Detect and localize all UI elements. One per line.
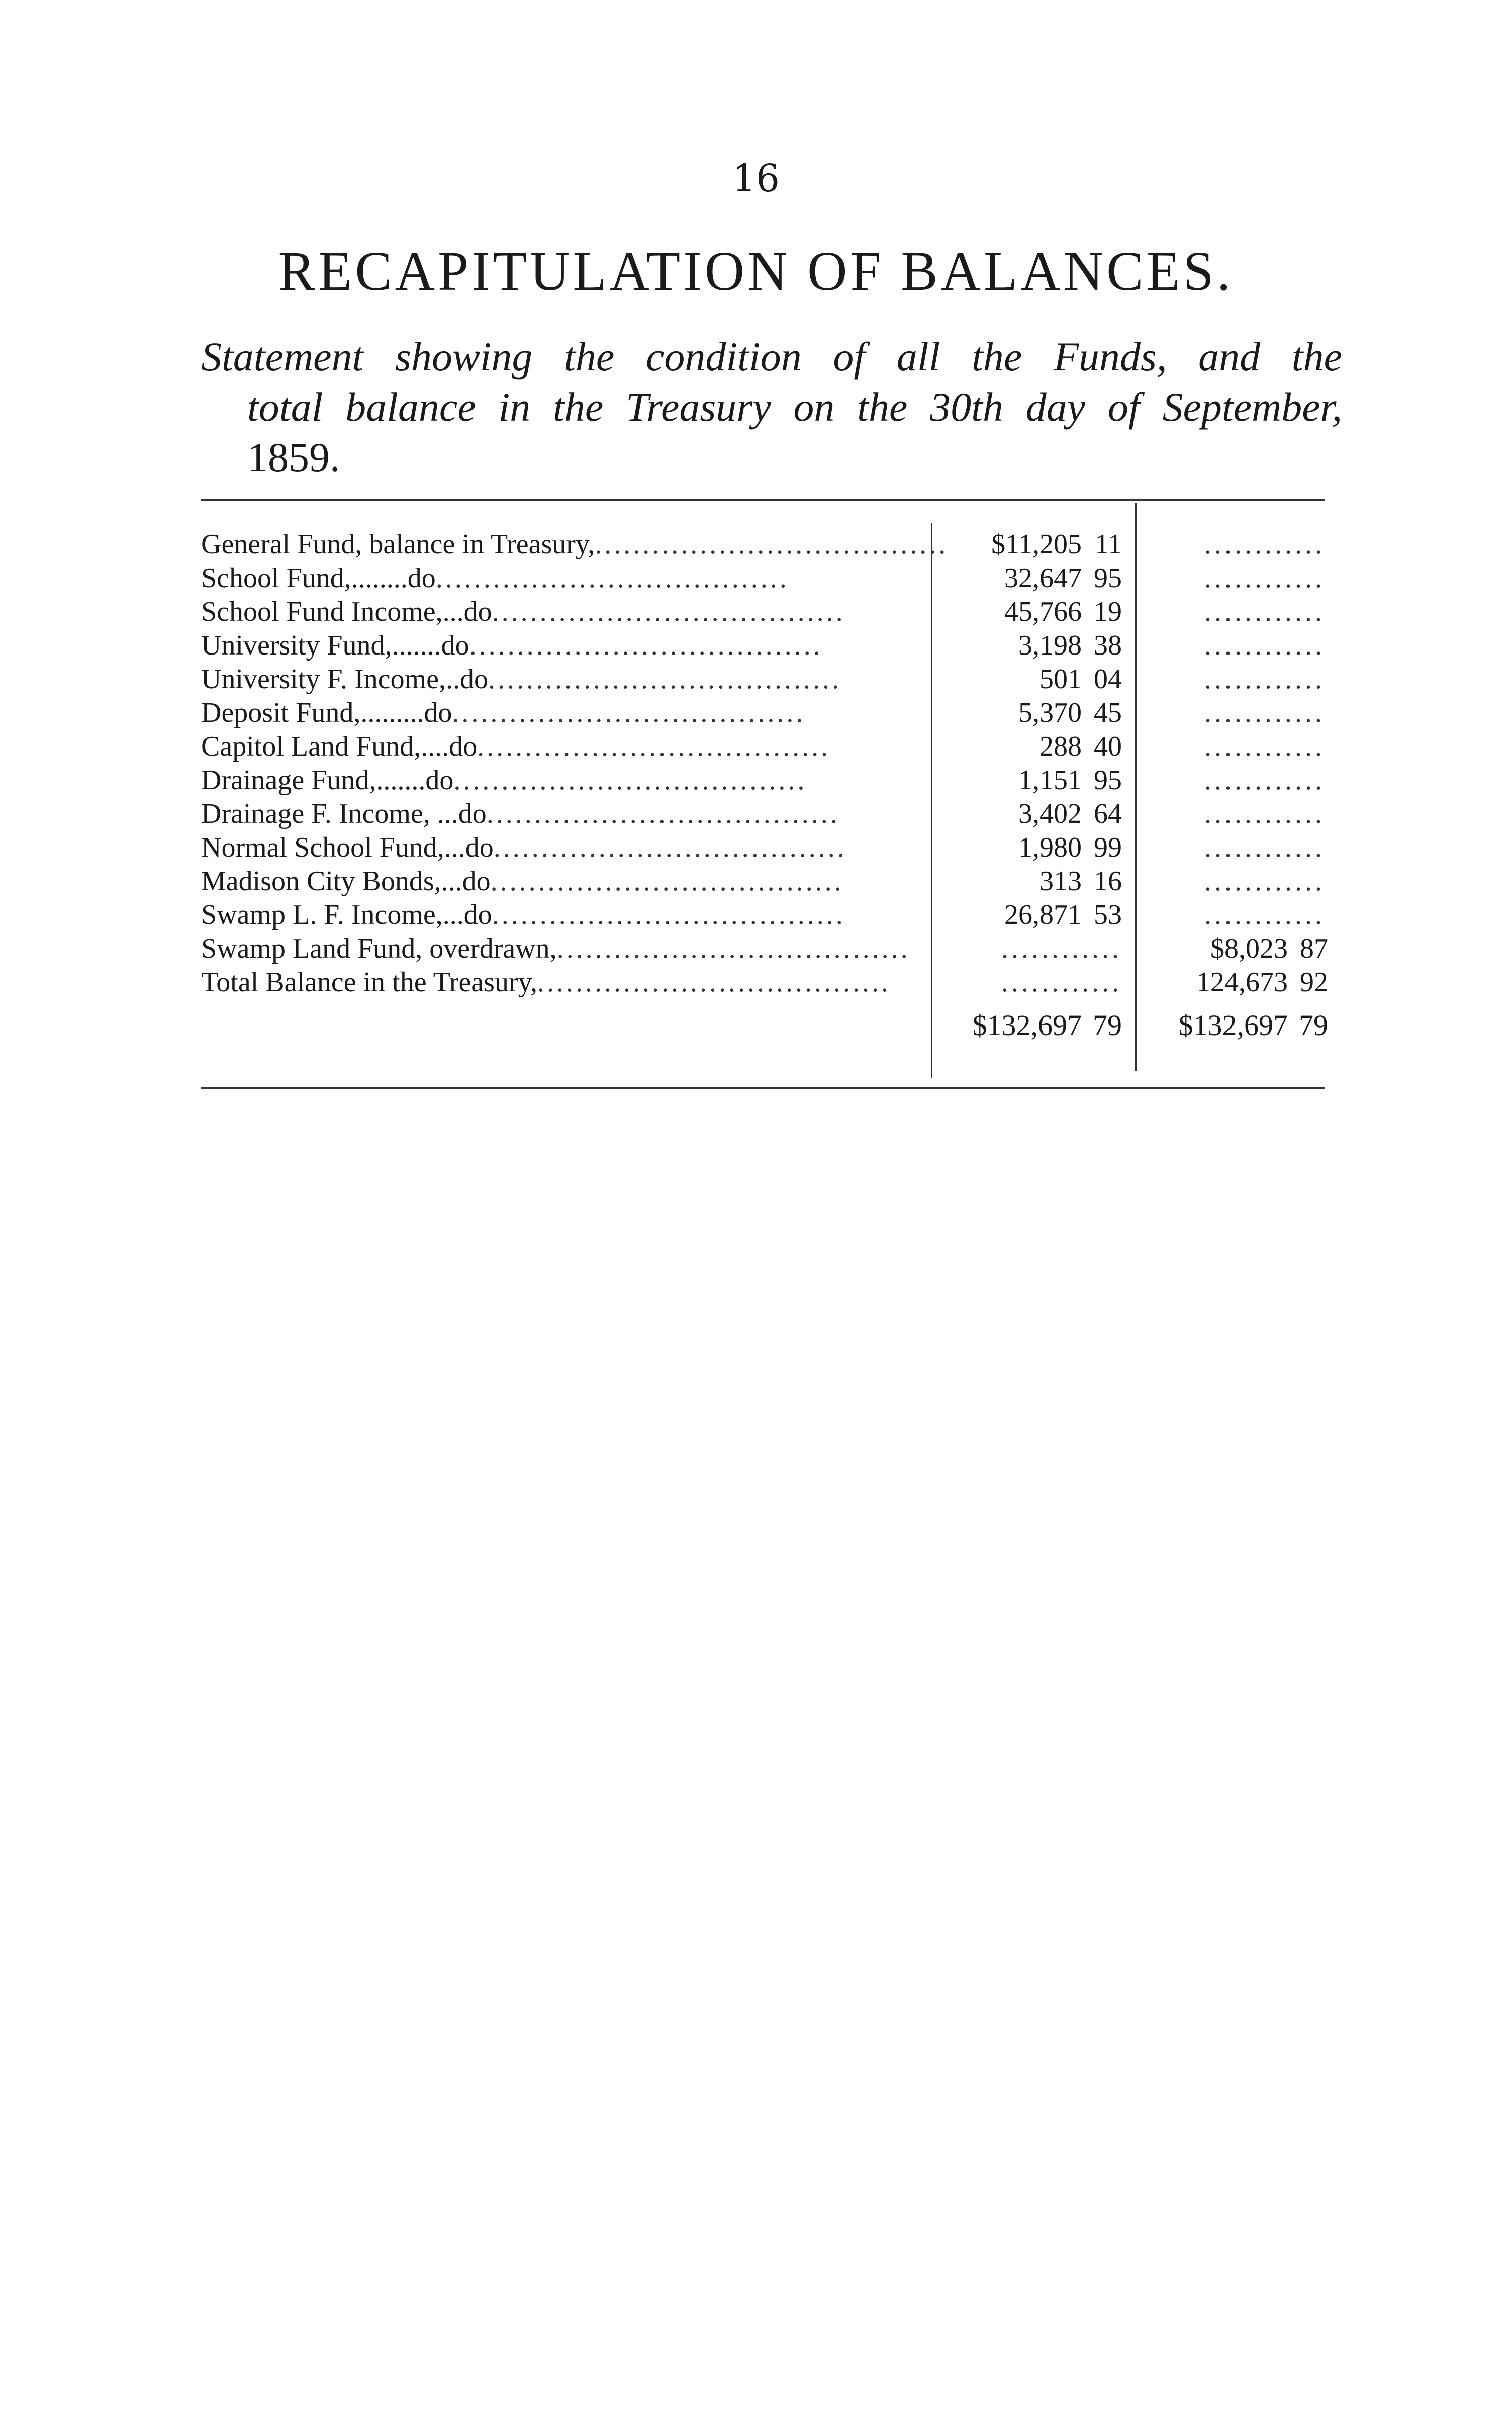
statement-line-2: total balance in the Treasury on the 30th day of September, xyxy=(247,384,1342,430)
row-col-a-cents: 11 xyxy=(1095,529,1122,560)
row-col-a xyxy=(936,932,1122,966)
row-label-text: Drainage F. Income, ...do xyxy=(201,798,487,829)
row-col-a-dollars: 32,647 xyxy=(1004,563,1082,594)
row-col-a-dollars: 1,151 xyxy=(1018,765,1082,796)
row-label-text: Total Balance in the Treasury, xyxy=(201,967,537,998)
row-col-a xyxy=(936,730,1122,764)
balances-table xyxy=(201,528,1328,999)
total-col-b-dollars: $132,697 xyxy=(1178,1009,1288,1042)
row-label xyxy=(201,831,925,865)
row-col-a-cents: 19 xyxy=(1094,596,1122,627)
table-row xyxy=(201,528,1325,562)
row-col-a-dollars: 1,980 xyxy=(1018,832,1082,863)
row-col-a-dollars: 26,871 xyxy=(1004,899,1082,930)
row-leader-dots: ..................................... xyxy=(435,563,789,594)
row-label xyxy=(201,932,925,966)
row-col-a-cents: 04 xyxy=(1094,664,1122,695)
row-col-b-cents: 92 xyxy=(1300,967,1328,998)
row-label xyxy=(201,629,925,663)
row-label-text: General Fund, balance in Treasury, xyxy=(201,529,595,560)
row-leader-dots: ..................................... xyxy=(537,967,891,998)
table-row xyxy=(201,831,1325,865)
row-col-a-dollars: 3,198 xyxy=(1018,630,1082,661)
row-col-a-dollars: 288 xyxy=(1040,731,1082,762)
row-col-b-empty-dots: ............ xyxy=(1204,563,1325,594)
table-row xyxy=(201,764,1325,797)
row-label xyxy=(201,528,949,562)
row-col-a-dollars: 313 xyxy=(1040,866,1082,897)
row-col-b-empty-dots: ............ xyxy=(1204,529,1325,560)
row-col-a-dollars: $11,205 xyxy=(991,529,1082,560)
row-col-a xyxy=(936,831,1122,865)
row-col-b xyxy=(1142,663,1325,696)
row-col-b xyxy=(1142,562,1325,595)
row-col-b-empty-dots: ............ xyxy=(1204,899,1325,930)
row-label xyxy=(201,562,925,595)
row-label-text: Swamp L. F. Income,...do xyxy=(201,899,492,930)
row-col-a-empty-dots: ............ xyxy=(1001,933,1122,964)
page-number: 16 xyxy=(732,157,780,200)
row-col-a xyxy=(936,528,1122,562)
statement-line-3: 1859. xyxy=(247,434,340,480)
row-label-text: Madison City Bonds,...do xyxy=(201,866,491,897)
row-label-text: Drainage Fund,.......do xyxy=(201,765,454,796)
row-col-b xyxy=(1142,831,1325,865)
row-col-a-cents: 40 xyxy=(1094,731,1122,762)
row-col-a xyxy=(936,663,1122,696)
row-col-a-dollars: 5,370 xyxy=(1018,697,1082,728)
row-label-text: School Fund,........do xyxy=(201,563,436,594)
total-col-b-cents: 79 xyxy=(1299,1009,1328,1042)
row-col-b-empty-dots: ............ xyxy=(1204,832,1325,863)
row-col-b xyxy=(1142,629,1325,663)
row-leader-dots: ..................................... xyxy=(492,899,845,930)
row-col-a xyxy=(936,562,1122,595)
row-col-b-empty-dots: ............ xyxy=(1204,664,1325,695)
row-leader-dots: ..................................... xyxy=(490,866,844,897)
row-label-text: Deposit Fund,.........do xyxy=(201,697,452,728)
row-col-b xyxy=(1142,865,1325,898)
row-col-a-empty-dots: ............ xyxy=(1001,967,1122,998)
row-leader-dots: ..................................... xyxy=(452,697,806,728)
row-col-b-empty-dots: ............ xyxy=(1204,798,1325,829)
row-col-a-cents: 53 xyxy=(1094,899,1122,930)
row-leader-dots: ..................................... xyxy=(492,596,845,627)
row-col-a-cents: 64 xyxy=(1094,798,1122,829)
row-col-a-cents: 95 xyxy=(1094,765,1122,796)
row-label xyxy=(201,663,925,696)
row-col-b xyxy=(1142,966,1328,999)
row-leader-dots: ..................................... xyxy=(595,529,949,560)
row-col-a xyxy=(936,898,1122,932)
row-col-b xyxy=(1142,932,1328,966)
row-label xyxy=(201,595,925,629)
row-col-a xyxy=(936,595,1122,629)
row-leader-dots: ..................................... xyxy=(477,731,831,762)
table-row xyxy=(201,730,1325,764)
total-col-a-cents: 79 xyxy=(1093,1009,1122,1042)
row-col-b xyxy=(1142,764,1325,797)
statement-line-1: Statement showing the condition of all the Funds, and the xyxy=(201,334,1342,380)
row-col-b-empty-dots: ............ xyxy=(1204,731,1325,762)
statement-caption xyxy=(201,332,1342,483)
row-label xyxy=(201,865,925,898)
row-col-a xyxy=(936,797,1122,831)
row-col-b xyxy=(1142,898,1325,932)
row-col-a-dollars: 45,766 xyxy=(1004,596,1082,627)
row-leader-dots: ..................................... xyxy=(453,765,807,796)
total-col-a xyxy=(936,1005,1122,1046)
row-col-a-dollars: 501 xyxy=(1040,664,1082,695)
row-leader-dots: ..................................... xyxy=(556,933,910,964)
table-row xyxy=(201,595,1325,629)
row-label-text: University Fund,.......do xyxy=(201,630,469,661)
totals-row xyxy=(201,1005,1328,1046)
row-label xyxy=(201,797,925,831)
row-col-a-cents: 99 xyxy=(1094,832,1122,863)
row-leader-dots: ..................................... xyxy=(486,798,840,829)
row-col-b-empty-dots: ............ xyxy=(1204,630,1325,661)
row-label-text: School Fund Income,...do xyxy=(201,596,492,627)
row-col-b-empty-dots: ............ xyxy=(1204,866,1325,897)
table-row xyxy=(201,865,1325,898)
row-col-a-dollars: 3,402 xyxy=(1018,798,1082,829)
row-leader-dots: ..................................... xyxy=(469,630,823,661)
table-row xyxy=(201,663,1325,696)
row-col-b-empty-dots: ............ xyxy=(1204,596,1325,627)
page-title: RECAPITULATION OF BALANCES. xyxy=(278,240,1234,302)
row-col-b-empty-dots: ............ xyxy=(1204,697,1325,728)
row-col-a xyxy=(936,764,1122,797)
row-label xyxy=(201,898,925,932)
table-row xyxy=(201,966,1328,999)
row-label-text: Normal School Fund,...do xyxy=(201,832,494,863)
row-col-a xyxy=(936,629,1122,663)
row-col-b-dollars: $8,023 xyxy=(1210,933,1288,964)
table-row xyxy=(201,629,1325,663)
table-row xyxy=(201,898,1325,932)
total-col-b xyxy=(1142,1005,1328,1046)
row-label-text: Swamp Land Fund, overdrawn, xyxy=(201,933,557,964)
row-label xyxy=(201,696,925,730)
row-col-a-cents: 16 xyxy=(1094,866,1122,897)
row-col-a-cents: 95 xyxy=(1094,563,1122,594)
row-label-text: University F. Income,..do xyxy=(201,664,488,695)
table-bottom-rule xyxy=(201,1087,1325,1089)
row-col-a xyxy=(936,865,1122,898)
row-col-b xyxy=(1142,528,1325,562)
table-row xyxy=(201,562,1325,595)
table-row xyxy=(201,797,1325,831)
table-top-rule xyxy=(201,499,1325,501)
row-label-text: Capitol Land Fund,....do xyxy=(201,731,478,762)
row-label xyxy=(201,966,925,999)
row-col-a xyxy=(936,966,1122,999)
row-col-a-cents: 45 xyxy=(1094,697,1122,728)
table-row xyxy=(201,696,1325,730)
row-leader-dots: ..................................... xyxy=(493,832,847,863)
row-col-b-dollars: 124,673 xyxy=(1196,967,1288,998)
row-label xyxy=(201,730,925,764)
row-col-a-cents: 38 xyxy=(1094,630,1122,661)
row-col-b xyxy=(1142,595,1325,629)
row-col-b xyxy=(1142,730,1325,764)
row-col-b-cents: 87 xyxy=(1300,933,1328,964)
row-col-a xyxy=(936,696,1122,730)
row-col-b xyxy=(1142,797,1325,831)
row-col-b xyxy=(1142,696,1325,730)
row-col-b-empty-dots: ............ xyxy=(1204,765,1325,796)
row-leader-dots: ..................................... xyxy=(488,664,841,695)
table-row xyxy=(201,932,1328,966)
row-label xyxy=(201,764,925,797)
total-col-a-dollars: $132,697 xyxy=(972,1009,1082,1042)
